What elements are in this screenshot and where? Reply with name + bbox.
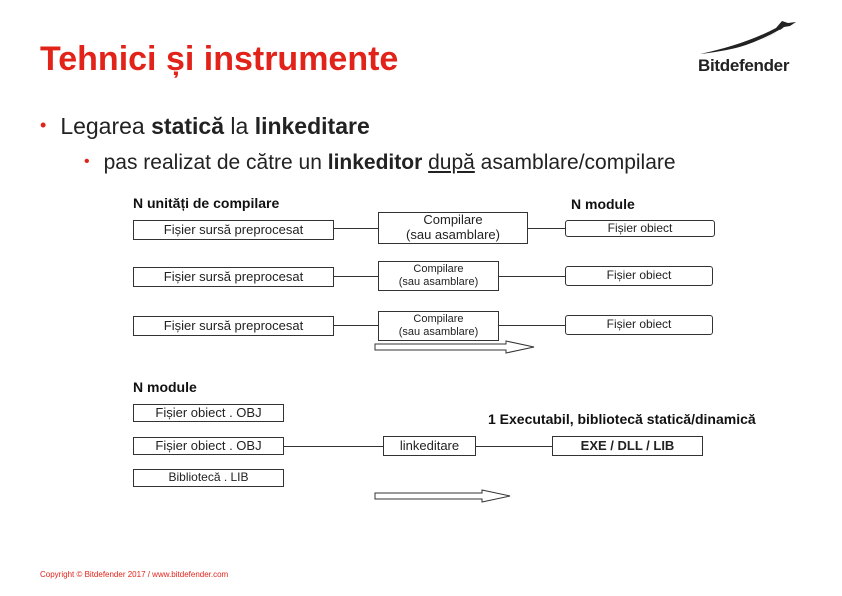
logo-text: Bitdefender <box>698 56 790 75</box>
object-file-label: Fișier obiect <box>607 220 673 235</box>
compile-box <box>378 261 499 291</box>
output-label: 1 Executabil, bibliotecă statică/dinamică <box>488 411 756 427</box>
bullet-dot-icon: • <box>84 153 90 170</box>
process-arrow-icon <box>374 340 538 354</box>
object-file-box <box>565 266 713 286</box>
bullet-dot-icon: • <box>40 115 47 135</box>
source-file-label: Fișier sursă preprocesat <box>163 268 304 284</box>
output-box-label: EXE / DLL / LIB <box>580 437 675 453</box>
bullet2-bold-linker: linkeditor <box>327 151 423 174</box>
object-input-label: Fișier obiect . OBJ <box>155 437 262 453</box>
object-file-box <box>565 220 715 237</box>
object-file-label: Fișier obiect <box>606 317 672 332</box>
bullet-linker-step <box>84 151 676 175</box>
wolf-logo-icon <box>698 18 802 58</box>
object-file-label: Fișier obiect <box>606 268 672 283</box>
source-file-box <box>133 220 334 240</box>
connector-line <box>499 325 565 326</box>
bottom-left-label: N module <box>133 379 197 395</box>
bullet1-prefix: Legarea <box>60 113 152 139</box>
connector-line <box>499 276 565 277</box>
compile-line1: Compilare <box>413 313 464 326</box>
bullet-static-linking <box>40 113 370 140</box>
bullet1-bold-static: statică <box>151 113 224 139</box>
bitdefender-logo <box>698 18 802 78</box>
connector-line <box>283 446 384 447</box>
connector-line <box>333 325 379 326</box>
compile-line2: (sau asamblare) <box>398 326 479 338</box>
bullet1-middle: la <box>224 113 255 139</box>
top-left-label: N unități de compilare <box>133 195 280 211</box>
linker-box <box>383 436 476 456</box>
slide-title: Tehnici și instrumente <box>40 40 399 78</box>
source-file-box <box>133 316 334 336</box>
library-input-label: Bibliotecă . LIB <box>168 470 249 485</box>
object-file-box <box>565 315 713 335</box>
connector-line <box>475 446 553 447</box>
source-file-label: Fișier sursă preprocesat <box>163 221 304 237</box>
compile-line2: (sau asamblare) <box>406 227 500 242</box>
connector-line <box>333 228 379 229</box>
bullet1-bold-linking: linkeditare <box>254 113 370 139</box>
linker-label: linkeditare <box>399 437 460 453</box>
top-right-label: N module <box>571 196 635 212</box>
source-file-box <box>133 267 334 287</box>
connector-line <box>333 276 379 277</box>
bullet2-underlined: după <box>428 151 475 174</box>
connector-line <box>528 228 566 229</box>
output-box <box>552 436 703 456</box>
bullet2-suffix: asamblare/compilare <box>474 151 676 174</box>
compile-line2: (sau asamblare) <box>398 276 479 288</box>
process-arrow-icon <box>374 489 514 503</box>
source-file-label: Fișier sursă preprocesat <box>163 317 304 333</box>
compile-line1: Compilare <box>423 212 483 228</box>
compile-box <box>378 311 499 341</box>
copyright-footer: Copyright © Bitdefender 2017 / www.bitdefender.com <box>40 570 229 579</box>
object-input-label: Fișier obiect . OBJ <box>155 404 262 420</box>
bullet2-prefix: pas realizat de către un <box>103 151 328 174</box>
object-input-box <box>133 404 284 422</box>
compile-box <box>378 212 528 244</box>
object-input-box <box>133 437 284 455</box>
compile-line1: Compilare <box>413 263 464 276</box>
library-input-box <box>133 469 284 487</box>
